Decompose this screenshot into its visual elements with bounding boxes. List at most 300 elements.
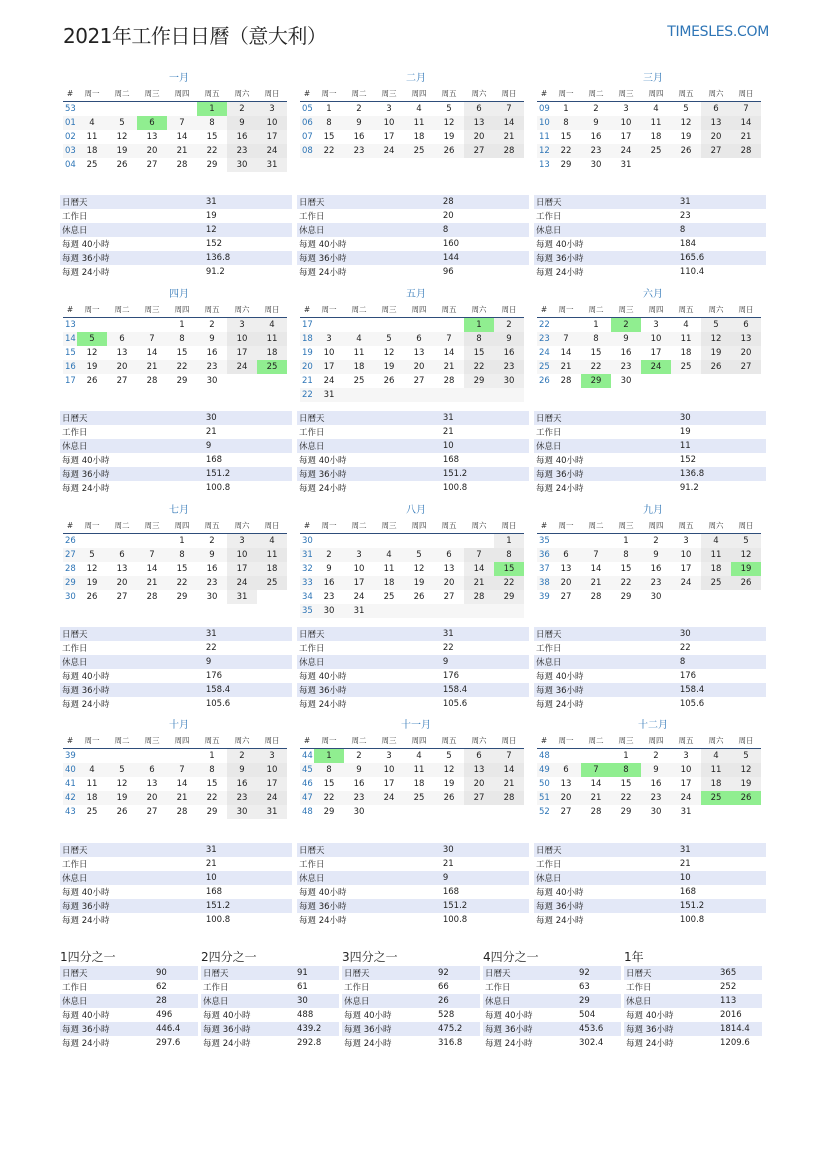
day-cell: 23 — [227, 144, 257, 158]
day-cell: 28 — [560, 376, 572, 386]
week-row — [300, 102, 524, 117]
stat-value: 10 — [204, 871, 292, 885]
day-cell — [701, 590, 731, 604]
stat-label: 每週 36小時 — [60, 683, 204, 697]
week-row — [537, 777, 761, 791]
weekday-header: 周一 — [551, 302, 581, 318]
day-cell: 5 — [107, 763, 137, 777]
stats-row — [297, 439, 529, 453]
stats-row — [342, 994, 480, 1008]
day-cell: 3 — [227, 534, 257, 549]
weekday-header: 周六 — [701, 733, 731, 749]
month-grid — [300, 518, 524, 618]
stat-label: 每週 24小時 — [483, 1036, 577, 1050]
month-title: 四月 — [169, 289, 189, 300]
day-cell: 30 — [353, 807, 365, 817]
brand-link[interactable]: TIMESLES.COM — [667, 24, 769, 40]
day-cell: 5 — [77, 548, 107, 562]
day-cell: 16 — [206, 564, 218, 574]
week-number: 36 — [539, 550, 550, 560]
day-cell: 2 — [314, 548, 344, 562]
week-row — [300, 332, 524, 346]
day-cell — [77, 102, 107, 117]
day-cell — [701, 374, 731, 388]
day-cell: 20 — [107, 360, 137, 374]
week-number: 40 — [65, 765, 76, 775]
stat-label: 每週 24小時 — [534, 913, 678, 927]
month-stats — [534, 627, 766, 711]
day-cell: 14 — [176, 779, 188, 789]
day-cell: 24 — [323, 376, 335, 386]
day-cell: 11 — [701, 763, 731, 777]
stat-value: 63 — [577, 980, 621, 994]
day-cell: 28 — [176, 807, 188, 817]
weekday-header: 周日 — [731, 86, 761, 102]
stat-label: 工作日 — [624, 980, 718, 994]
stat-value: 90 — [154, 966, 198, 980]
stats-row — [534, 265, 766, 279]
weekday-header: 周四 — [167, 302, 197, 318]
weekday-header: 周六 — [464, 733, 494, 749]
month-title: 一月 — [169, 73, 189, 84]
day-cell: 1 — [209, 751, 215, 761]
holiday-day-cell: 6 — [137, 116, 167, 130]
day-cell: 7 — [551, 332, 581, 346]
stats-row — [534, 251, 766, 265]
day-cell: 23 — [344, 144, 374, 158]
stat-label: 工作日 — [534, 425, 678, 439]
week-number: 07 — [302, 132, 313, 142]
day-cell: 28 — [731, 144, 761, 158]
weekday-header: 周三 — [137, 302, 167, 318]
day-cell: 7 — [137, 332, 167, 346]
stat-value: 168 — [441, 885, 529, 899]
day-cell: 5 — [446, 751, 452, 761]
weekday-header: 周五 — [434, 86, 464, 102]
day-cell: 3 — [314, 332, 344, 346]
day-cell: 10 — [257, 763, 287, 777]
day-cell: 1 — [179, 536, 185, 546]
day-cell: 9 — [197, 548, 227, 562]
day-cell: 2 — [653, 536, 659, 546]
holiday-day-cell: 19 — [731, 562, 761, 576]
day-cell: 22 — [197, 791, 227, 805]
week-row — [537, 102, 761, 117]
month-grid — [63, 86, 287, 172]
week-number: 34 — [302, 592, 313, 602]
month-stats — [60, 627, 292, 711]
day-cell: 26 — [671, 144, 701, 158]
day-cell: 3 — [344, 548, 374, 562]
day-cell: 28 — [146, 592, 158, 602]
day-cell: 18 — [701, 777, 731, 791]
day-cell: 3 — [683, 536, 689, 546]
stat-value: 31 — [678, 195, 766, 209]
week-number: 46 — [302, 779, 313, 789]
day-cell: 7 — [167, 116, 197, 130]
stat-value: 22 — [678, 641, 766, 655]
day-cell — [257, 374, 287, 388]
stat-label: 每週 40小時 — [60, 237, 204, 251]
stats-row — [60, 683, 292, 697]
week-row — [300, 562, 524, 576]
weekday-header: 周二 — [107, 302, 137, 318]
stat-label: 每週 24小時 — [297, 913, 441, 927]
weekday-header: 周四 — [404, 86, 434, 102]
summary-stats — [60, 966, 198, 1050]
stat-value: 475.2 — [436, 1022, 480, 1036]
day-cell: 8 — [197, 116, 227, 130]
weekday-header: 周五 — [671, 86, 701, 102]
day-cell: 27 — [731, 360, 761, 374]
day-cell: 16 — [353, 132, 365, 142]
stats-row — [483, 1036, 621, 1050]
week-row — [300, 116, 524, 130]
summary-stats — [201, 966, 339, 1050]
stat-label: 工作日 — [60, 425, 204, 439]
day-cell: 22 — [167, 576, 197, 590]
day-cell: 25 — [257, 576, 287, 590]
day-cell: 4 — [257, 318, 287, 333]
week-row — [63, 360, 287, 374]
stat-label: 每週 24小時 — [342, 1036, 436, 1050]
week-row — [63, 548, 287, 562]
weekday-header: 周五 — [671, 733, 701, 749]
day-cell: 18 — [413, 779, 425, 789]
day-cell: 12 — [434, 116, 464, 130]
stat-label: 每週 36小時 — [201, 1022, 295, 1036]
stat-label: 每週 40小時 — [534, 669, 678, 683]
week-number: 33 — [302, 578, 313, 588]
day-cell: 14 — [494, 116, 524, 130]
day-cell: 31 — [227, 590, 257, 604]
day-cell: 16 — [314, 576, 344, 590]
day-cell: 21 — [167, 791, 197, 805]
day-cell — [434, 604, 464, 618]
week-row — [537, 130, 761, 144]
day-cell: 8 — [551, 116, 581, 130]
stat-label: 工作日 — [60, 980, 154, 994]
weekday-header: 周三 — [611, 518, 641, 534]
stat-value: 21 — [441, 425, 529, 439]
day-cell: 18 — [701, 562, 731, 576]
weekday-header: 周一 — [77, 733, 107, 749]
day-cell — [77, 534, 107, 549]
stats-row — [297, 871, 529, 885]
day-cell: 26 — [116, 807, 128, 817]
day-cell: 17 — [650, 348, 662, 358]
weekday-header: 周二 — [581, 86, 611, 102]
stat-value: 488 — [295, 1008, 339, 1022]
stat-label: 每週 40小時 — [60, 669, 204, 683]
weekday-header: 周四 — [404, 302, 434, 318]
day-cell — [551, 534, 581, 549]
day-cell: 27 — [413, 376, 425, 386]
stats-row — [534, 481, 766, 495]
weekday-header: 周二 — [107, 518, 137, 534]
week-row — [63, 144, 287, 158]
stat-value: 100.8 — [678, 913, 766, 927]
weekday-header: 周五 — [197, 733, 227, 749]
stat-value: 22 — [204, 641, 292, 655]
day-cell: 12 — [86, 564, 98, 574]
stats-row — [60, 966, 198, 980]
day-cell — [227, 374, 257, 388]
week-row — [537, 534, 761, 549]
day-cell: 15 — [176, 348, 188, 358]
stat-label: 休息日 — [60, 655, 204, 669]
stat-value: 100.8 — [204, 481, 292, 495]
stat-label: 日曆天 — [297, 843, 441, 857]
stat-value: 110.4 — [678, 265, 766, 279]
day-cell: 9 — [641, 763, 671, 777]
day-cell: 8 — [494, 548, 524, 562]
day-cell: 26 — [434, 791, 464, 805]
week-number: 37 — [539, 564, 550, 574]
day-cell: 11 — [404, 116, 434, 130]
day-cell: 31 — [680, 807, 692, 817]
stat-value: 29 — [577, 994, 621, 1008]
week-row — [537, 562, 761, 576]
week-number: 30 — [65, 592, 76, 602]
week-row — [300, 763, 524, 777]
stat-value: 91.2 — [678, 481, 766, 495]
day-cell: 19 — [680, 132, 692, 142]
stats-row — [297, 669, 529, 683]
day-cell: 23 — [494, 360, 524, 374]
day-cell: 6 — [107, 332, 137, 346]
week-row — [300, 777, 524, 791]
stat-label: 休息日 — [60, 871, 204, 885]
week-number: 04 — [65, 160, 76, 170]
weekday-header: 周四 — [641, 302, 671, 318]
holiday-day-cell: 7 — [581, 763, 611, 777]
week-number: 11 — [539, 132, 550, 142]
day-cell: 18 — [77, 791, 107, 805]
month-title: 九月 — [643, 505, 663, 516]
day-cell: 22 — [314, 144, 344, 158]
weekday-header: 周日 — [494, 302, 524, 318]
stats-row — [60, 237, 292, 251]
stat-label: 每週 24小時 — [60, 481, 204, 495]
month-grid — [537, 733, 761, 819]
week-row — [300, 346, 524, 360]
quarter-summary — [483, 949, 621, 1050]
day-cell: 7 — [167, 763, 197, 777]
month-calendar — [63, 72, 287, 172]
stat-label: 每週 24小時 — [297, 481, 441, 495]
day-cell — [731, 590, 761, 604]
week-row — [537, 374, 761, 388]
day-cell: 25 — [86, 160, 98, 170]
week-number: 12 — [539, 146, 550, 156]
week-number: 25 — [539, 362, 550, 372]
stat-label: 每週 40小時 — [297, 885, 441, 899]
day-cell: 26 — [701, 360, 731, 374]
day-cell: 14 — [560, 348, 572, 358]
week-number: 51 — [539, 793, 550, 803]
weekday-header: 周二 — [344, 518, 374, 534]
day-cell: 16 — [620, 348, 632, 358]
day-cell: 19 — [701, 346, 731, 360]
day-cell — [137, 318, 167, 333]
stats-row — [297, 913, 529, 927]
stat-value: 21 — [204, 425, 292, 439]
day-cell: 24 — [611, 144, 641, 158]
stat-value: 1814.4 — [718, 1022, 762, 1036]
stats-row — [534, 683, 766, 697]
month-calendar — [537, 504, 761, 604]
week-number: 19 — [302, 348, 313, 358]
stat-label: 每週 24小時 — [60, 265, 204, 279]
day-cell: 20 — [404, 360, 434, 374]
stats-row — [60, 453, 292, 467]
day-cell: 19 — [731, 777, 761, 791]
day-cell: 21 — [137, 360, 167, 374]
day-cell: 5 — [683, 104, 689, 114]
stat-label: 工作日 — [201, 980, 295, 994]
stat-label: 每週 36小時 — [297, 683, 441, 697]
day-cell: 8 — [611, 548, 641, 562]
day-cell: 28 — [443, 376, 455, 386]
day-cell — [77, 749, 107, 764]
day-cell: 20 — [464, 130, 494, 144]
day-cell: 21 — [494, 130, 524, 144]
day-cell: 7 — [494, 102, 524, 117]
stat-label: 休息日 — [60, 439, 204, 453]
stat-label: 日曆天 — [297, 411, 441, 425]
day-cell: 29 — [494, 590, 524, 604]
day-cell: 1 — [563, 104, 569, 114]
stat-label: 每週 36小時 — [60, 899, 204, 913]
stat-value: 100.8 — [441, 481, 529, 495]
week-row — [63, 158, 287, 172]
day-cell: 18 — [257, 562, 287, 576]
stat-label: 每週 24小時 — [60, 697, 204, 711]
day-cell: 16 — [206, 348, 218, 358]
month-calendar — [537, 288, 761, 388]
stat-label: 日曆天 — [534, 627, 678, 641]
day-cell: 30 — [314, 604, 344, 618]
weekday-header: 周五 — [671, 302, 701, 318]
weekday-header: 周日 — [257, 86, 287, 102]
weekday-header: 周二 — [344, 733, 374, 749]
stats-row — [60, 899, 292, 913]
stat-value: 316.8 — [436, 1036, 480, 1050]
stat-label: 休息日 — [483, 994, 577, 1008]
day-cell: 2 — [356, 751, 362, 761]
day-cell: 2 — [227, 102, 257, 117]
day-cell: 1 — [179, 320, 185, 330]
day-cell: 24 — [257, 791, 287, 805]
stats-row — [534, 697, 766, 711]
month-title: 十二月 — [638, 720, 668, 731]
day-cell: 29 — [620, 807, 632, 817]
day-cell: 21 — [551, 360, 581, 374]
day-cell: 4 — [77, 763, 107, 777]
day-cell: 19 — [443, 779, 455, 789]
stat-value: 10 — [441, 439, 529, 453]
stat-value: 100.8 — [204, 913, 292, 927]
day-cell: 5 — [731, 749, 761, 764]
day-cell: 27 — [443, 592, 455, 602]
day-cell — [701, 158, 731, 172]
day-cell: 22 — [611, 576, 641, 590]
stat-label: 每週 40小時 — [297, 453, 441, 467]
week-number: 08 — [302, 146, 313, 156]
day-cell: 21 — [137, 576, 167, 590]
stat-value: 165.6 — [678, 251, 766, 265]
stat-label: 每週 36小時 — [297, 899, 441, 913]
stat-value: 28 — [441, 195, 529, 209]
week-number: 29 — [65, 578, 76, 588]
stats-row — [534, 439, 766, 453]
day-cell: 30 — [227, 805, 257, 819]
stat-value: 168 — [204, 885, 292, 899]
week-number: 52 — [539, 807, 550, 817]
month-grid — [63, 518, 287, 604]
day-cell: 9 — [581, 116, 611, 130]
week-number: 03 — [65, 146, 76, 156]
day-cell: 29 — [620, 592, 632, 602]
weekday-header: 周三 — [611, 733, 641, 749]
day-cell: 9 — [326, 564, 332, 574]
day-cell: 14 — [146, 564, 158, 574]
stat-value: 184 — [678, 237, 766, 251]
stat-label: 每週 24小時 — [624, 1036, 718, 1050]
week-number: 16 — [65, 362, 76, 372]
day-cell: 13 — [464, 116, 494, 130]
day-cell: 16 — [590, 132, 602, 142]
stat-label: 休息日 — [297, 223, 441, 237]
day-cell — [434, 388, 464, 402]
day-cell: 26 — [434, 144, 464, 158]
weekday-header: 周日 — [494, 733, 524, 749]
day-cell: 1 — [593, 320, 599, 330]
summary-title: 4四分之一 — [483, 950, 539, 964]
day-cell: 27 — [146, 160, 158, 170]
weekday-header: 周一 — [551, 86, 581, 102]
day-cell: 14 — [590, 564, 602, 574]
day-cell — [344, 318, 374, 333]
stats-row — [60, 655, 292, 669]
day-cell: 11 — [257, 548, 287, 562]
weekday-header: 周日 — [731, 302, 761, 318]
day-cell: 4 — [257, 534, 287, 549]
week-row — [300, 749, 524, 764]
weekday-header: 周二 — [107, 733, 137, 749]
stat-value: 31 — [678, 843, 766, 857]
day-cell: 21 — [434, 360, 464, 374]
day-cell: 4 — [416, 751, 422, 761]
day-cell — [701, 805, 731, 819]
week-row — [63, 763, 287, 777]
stats-row — [60, 627, 292, 641]
day-cell: 6 — [434, 548, 464, 562]
stat-value: 30 — [204, 411, 292, 425]
week-number: 50 — [539, 779, 550, 789]
stat-value: 30 — [678, 411, 766, 425]
stat-value: 19 — [678, 425, 766, 439]
stat-label: 每週 36小時 — [534, 251, 678, 265]
weekday-header: 周六 — [464, 86, 494, 102]
stat-value: 504 — [577, 1008, 621, 1022]
weekday-header: 周二 — [581, 518, 611, 534]
day-cell — [551, 318, 581, 333]
week-row — [537, 144, 761, 158]
stat-label: 工作日 — [297, 857, 441, 871]
day-cell: 9 — [227, 116, 257, 130]
